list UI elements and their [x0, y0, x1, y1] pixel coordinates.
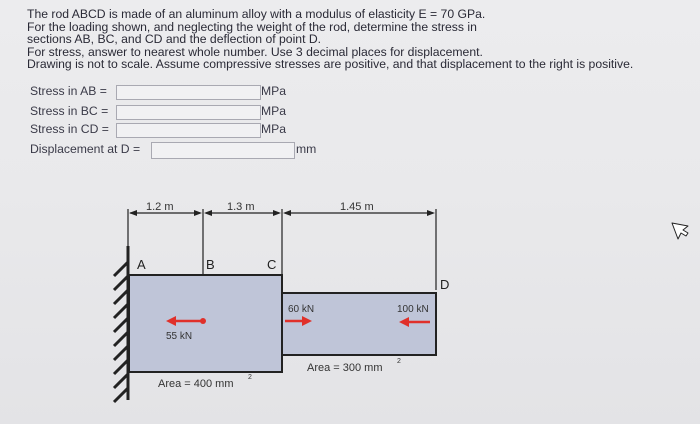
load-b-tail-dot — [200, 318, 206, 324]
rod-section-large — [129, 275, 282, 372]
area-left-exponent: 2 — [248, 374, 252, 381]
stress-ab-unit: MPa — [261, 84, 287, 98]
stress-cd-unit: MPa — [261, 122, 287, 136]
dim-label-cd: 1.45 m — [340, 201, 374, 213]
problem-line-4: For stress, answer to nearest whole number. Use 3 decimal places for displacement. — [27, 44, 483, 59]
load-b-label: 55 kN — [166, 331, 193, 342]
stress-bc-label: Stress in BC = — [30, 104, 109, 118]
stress-ab-label: Stress in AB = — [30, 84, 107, 98]
load-d-label: 100 kN — [397, 304, 429, 315]
point-c-label: C — [267, 257, 277, 272]
area-right-label: Area = 300 mm — [307, 362, 383, 374]
problem-line-2: For the loading shown, and neglecting the weight of the rod, determine the stress in — [27, 19, 477, 34]
displacement-label: Displacement at D = — [30, 142, 141, 156]
area-left-label: Area = 400 mm — [158, 378, 234, 390]
fixed-wall — [114, 246, 128, 402]
displacement-unit: mm — [296, 142, 317, 156]
problem-line-5: Drawing is not to scale. Assume compressive stresses are positive, and that displacement to the right is positive. — [27, 57, 634, 72]
stress-cd-label: Stress in CD = — [30, 122, 109, 136]
point-b-label: B — [206, 257, 215, 272]
area-right-exponent: 2 — [397, 358, 401, 365]
wall-hatching — [114, 262, 128, 402]
dim-label-bc: 1.3 m — [227, 201, 255, 213]
load-c-label: 60 kN — [288, 304, 315, 315]
problem-line-3: sections AB, BC, and CD and the deflection of point D. — [27, 32, 322, 47]
problem-line-1: The rod ABCD is made of an aluminum alloy with a modulus of elasticity E = 70 GPa. — [27, 7, 486, 21]
stress-bc-unit: MPa — [261, 104, 287, 118]
point-a-label: A — [137, 257, 146, 272]
dim-label-ab: 1.2 m — [146, 201, 174, 213]
mouse-cursor-icon — [672, 223, 688, 239]
point-d-label: D — [440, 277, 450, 292]
